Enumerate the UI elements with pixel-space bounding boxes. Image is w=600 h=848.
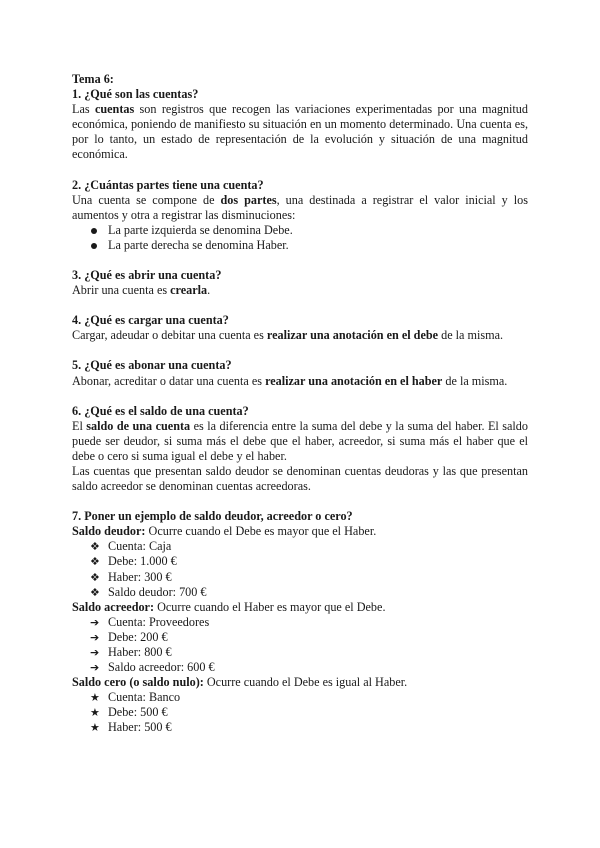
saldo-deudor-list (72, 539, 528, 599)
bullet-dot-icon (91, 228, 97, 234)
section-7-heading: 7. Poner un ejemplo de saldo deudor, acreedor o cero? (72, 509, 353, 524)
section-4-body: Cargar, adeudar o debitar una cuenta es realizar una anotación en el debe de la misma. (72, 328, 504, 343)
diamond-bullet-icon: ❖ (90, 555, 100, 569)
section-2-body: Una cuenta se compone de dos partes, una destinada a registrar el valor inicial y los aumentos y otra a registrar las disminuciones: (72, 192, 529, 222)
bullet-dot-icon (91, 243, 97, 249)
diamond-bullet-icon: ❖ (90, 585, 100, 599)
arrow-bullet-icon: ➔ (90, 615, 100, 629)
saldo-cero-line: Saldo cero (o saldo nulo): Ocurre cuando el Debe es igual al Haber. (72, 675, 408, 690)
list-item: ❖ Debe: 1.000 € (90, 554, 177, 569)
star-bullet-icon: ★ (90, 706, 100, 720)
list-item: ➔ Haber: 800 € (90, 645, 172, 659)
section-1-heading: 1. ¿Qué son las cuentas? (72, 87, 199, 102)
saldo-acreedor-list (72, 615, 528, 675)
section-5-body: Abonar, acreditar o datar una cuenta es realizar una anotación en el haber de la misma. (72, 373, 508, 388)
document-page (72, 72, 528, 736)
list-item: ★ Cuenta: Banco (90, 690, 181, 705)
saldo-cero-list (72, 690, 528, 735)
star-bullet-icon: ★ (90, 691, 100, 705)
list-item: ❖ Cuenta: Caja (90, 539, 172, 554)
section-4-heading: 4. ¿Qué es cargar una cuenta? (72, 313, 229, 328)
arrow-bullet-icon: ➔ (90, 630, 100, 644)
section-1-body: Las cuentas son registros que recogen las variaciones experimentadas por una magnitud económica, poniendo de manifiesto su situación en un momento determinado. Una cuenta es, por lo tanto, un estado de representación de la evolución y situación de una magnitud económica. (72, 102, 528, 162)
list-item: ❖ Haber: 300 € (90, 569, 172, 584)
arrow-bullet-icon: ➔ (90, 661, 100, 675)
diamond-bullet-icon: ❖ (90, 540, 100, 554)
diamond-bullet-icon: ❖ (90, 570, 100, 584)
section-6-heading: 6. ¿Qué es el saldo de una cuenta? (72, 403, 249, 418)
list-item: ➔ Saldo acreedor: 600 € (90, 660, 215, 675)
section-2-list (72, 223, 528, 253)
list-item: ❖ Saldo deudor: 700 € (90, 584, 207, 599)
document-title: Tema 6: (72, 72, 114, 86)
list-item: ➔ Debe: 200 € (90, 629, 168, 644)
section-5-heading: 5. ¿Qué es abonar una cuenta? (72, 358, 232, 373)
section-3-heading: 3. ¿Qué es abrir una cuenta? (72, 268, 222, 283)
list-item: La parte derecha se denomina Haber. (72, 238, 528, 253)
list-item: ★ Haber: 500 € (90, 720, 172, 735)
saldo-deudor-line: Saldo deudor: Ocurre cuando el Debe es mayor que el Haber. (72, 524, 377, 539)
list-item: ★ Debe: 500 € (90, 705, 168, 720)
list-item: ➔ Cuenta: Proveedores (90, 614, 210, 629)
arrow-bullet-icon: ➔ (90, 646, 100, 659)
section-6-body: El saldo de una cuenta es la diferencia entre la suma del debe y la suma del haber. El saldo puede ser deudor, si suma más el debe que el haber, acreedor, si suma más el haber que el debe o cero si suma igual el debe y el haber. (72, 418, 528, 463)
section-2-heading: 2. ¿Cuántas partes tiene una cuenta? (72, 177, 264, 192)
section-3-body: Abrir una cuenta es crearla. (72, 283, 211, 298)
star-bullet-icon: ★ (90, 721, 100, 735)
list-item: La parte izquierda se denomina Debe. (72, 223, 528, 238)
saldo-acreedor-line: Saldo acreedor: Ocurre cuando el Haber es mayor que el Debe. (72, 599, 386, 614)
section-6-body-2: Las cuentas que presentan saldo deudor se denominan cuentas deudoras y las que presentan saldo acreedor se denominan cuentas acreedoras. (72, 463, 528, 494)
